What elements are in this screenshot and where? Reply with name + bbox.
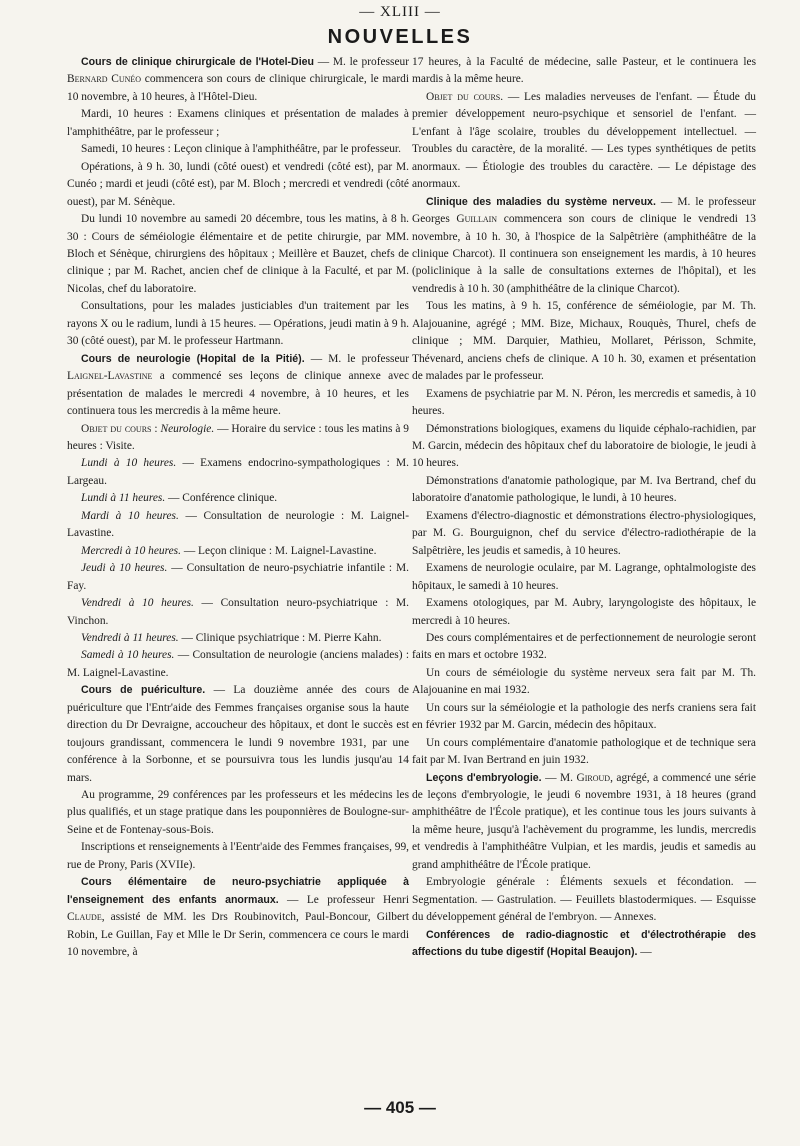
roman-page-number: — XLIII — <box>359 4 441 20</box>
person-name: Guillain <box>456 213 498 226</box>
paragraph: Objet du cours : Neurologie. — Horaire du service : tous les matins à 9 heures : Visite. <box>67 422 409 452</box>
person-name: Bernard Cunéo <box>67 73 142 86</box>
notice-heading: Cours de clinique chirurgicale de l'Hotel-Dieu <box>81 56 315 68</box>
schedule-item: Vendredi à 10 heures. — Consultation neuro-psychiatrique : M. Vinchon. <box>67 597 409 627</box>
paragraph: Examens de neurologie oculaire, par M. Lagrange, ophtalmologiste des hôpitaux, le samedi à 10 heures. <box>412 562 756 592</box>
paragraph: Cours élémentaire de neuro-psychiatrie appliquée à l'enseignement des enfants anormaux. — Le professeur Henri Claude, assisté de MM. les Drs Roubinovitch, Paul-Boncour, Gilbert Robin, Le Guillan, Fay et Mlle le Dr Serin, commencera ce cours le mardi 10 novembre, à <box>67 876 409 959</box>
paragraph: Leçons d'embryologie. — M. Giroud, agrégé, a commencé une série de leçons d'embryologie, le jeudi 6 novembre 1931, à 18 heures (grand amphithéâtre de l'École pratique), et les continue tous les jours suivants à la même heure, jusqu'à l'achèvement du programme, les lundis, mercredis et vendredis à l'amphithéâtre Vulpian, et les mardis, jeudis et samedis au grand amphithéâtre de l'École pratique. <box>412 771 756 871</box>
paragraph: Un cours complémentaire d'anatomie pathologique et de technique sera fait par M. Ivan Bertrand en juin 1932. <box>412 736 756 767</box>
notice-heading: Clinique des maladies du système nerveux. <box>426 195 656 208</box>
paragraph: Cours de puériculture. — La douzième année des cours de puériculture que l'Entr'aide des Femmes françaises organise sous la haute direction du Dr Devraigne, accoucheur des hôpitaux, et dont le succès est toujours grandissant, commencera le lundi 9 novembre 1931, par une conférence à la Sorbonne, et se poursuivra tous les lundis jusqu'au 14 mars. <box>67 684 409 784</box>
notice-heading: Leçons d'embryologie. <box>426 771 542 784</box>
person-name: Claude <box>67 911 102 924</box>
paragraph: Tous les matins, à 9 h. 15, conférence de séméiologie, par M. Th. Alajouanine, agrégé ; MM. Bize, Michaux, Rouquès, Thurel, chefs de clinique ; MM. Darquier, Mathieu, Mollaret, Périsson, Schmite, Thévenard, anciens chefs de clinique. A 10 h. 30, examen et présentation de malades par le professeur. <box>412 300 756 383</box>
person-name: Giroud <box>576 771 611 784</box>
schedule-item: Vendredi à 11 heures. — Clinique psychiatrique : M. Pierre Kahn. <box>81 631 382 644</box>
paragraph: Samedi, 10 heures : Leçon clinique à l'amphithéâtre, par le professeur. <box>81 143 401 156</box>
schedule-item: Mardi à 10 heures. — Consultation de neurologie : M. Laignel-Lavastine. <box>67 509 409 540</box>
paragraph: Examens de psychiatrie par M. N. Péron, les mercredis et samedis, à 10 heures. <box>412 387 756 418</box>
paragraph: Conférences de radio-diagnostic et d'électrothérapie des affections du tube digestif (Hopital Beaujon). — <box>412 928 756 959</box>
notice-heading: Cours élémentaire de neuro-psychiatrie appliquée à l'enseignement des enfants anormaux. <box>67 876 409 906</box>
left-column <box>67 54 409 962</box>
paragraph: Consultations, pour les malades justiciables d'un traitement par les rayons X ou le radium, lundi à 15 heures. — Opérations, jeudi matin à 9 h. 30 (côté ouest), par M. le professeur Hartmann. <box>67 300 409 348</box>
paragraph: Démonstrations d'anatomie pathologique, par M. Iva Bertrand, chef du laboratoire d'anatomie pathologique, le lundi, à 10 heures. <box>412 474 756 505</box>
schedule-item: Lundi à 11 heures. — Conférence clinique. <box>81 492 278 505</box>
paragraph: Démonstrations biologiques, examens du liquide céphalo-rachidien, par M. Garcin, médecin des hôpitaux chef du laboratoire de biologie, le jeudi à 10 heures. <box>412 422 756 470</box>
paragraph: Des cours complémentaires et de perfectionnement de neurologie seront faits en mars et octobre 1932. <box>412 631 756 662</box>
paragraph: Cours de neurologie (Hopital de la Pitié). — M. le professeur Laignel-Lavastine a commencé ses leçons de clinique annexe avec présentation de malades le mercredi 4 novembre, à 10 heures, et les continuera tous les mercredis à la même heure. <box>67 352 410 418</box>
paragraph: Cours de clinique chirurgicale de l'Hotel-Dieu — M. le professeur Bernard Cunéo commencera son cours de clinique chirurgicale, le mardi 10 novembre, à 10 heures, à l'Hôtel-Dieu. <box>67 56 409 103</box>
notice-heading: Cours de neurologie (Hopital de la Pitié). <box>81 352 305 365</box>
page-number: — 405 — <box>364 1098 436 1117</box>
paragraph: Examens otologiques, par M. Aubry, laryngologiste des hôpitaux, le mercredi à 10 heures. <box>412 597 756 627</box>
section-title: NOUVELLES <box>327 26 473 48</box>
paragraph: Examens d'électro-diagnostic et démonstrations électro-physiologiques, par M. G. Bourguignon, chef du service d'électro-radiothérapie de la Salpêtrière, les jeudis et samedis, à 10 heures. <box>412 509 756 557</box>
paragraph: Du lundi 10 novembre au samedi 20 décembre, tous les matins, à 8 h. 30 : Cours de séméiologie élémentaire et de petite chirurgie, par MM. Bloch et Sénèque, chirurgiens des hôpitaux ; Meillère et Bauzet, chefs de clinique ; par M. Rachet, ancien chef de clinique à la Faculté, et par M. Nicolas, chef du laboratoire. <box>67 213 409 295</box>
paragraph: Opérations, à 9 h. 30, lundi (côté ouest) et vendredi (côté est), par M. Cunéo ; mardi et jeudi (côté est), par M. Bloch ; mercredi et vendredi (côté ouest), par M. Sénèque. <box>67 160 409 208</box>
paragraph: Un cours de séméiologie du système nerveux sera fait par M. Th. Alajouanine en mai 1932. <box>412 666 756 697</box>
schedule-item: Samedi à 10 heures. — Consultation de neurologie (anciens malades) : M. Laignel-Lavastine. <box>67 649 409 679</box>
notice-heading: Cours de puériculture. <box>81 684 206 697</box>
paragraph: Au programme, 29 conférences par les professeurs et les médecins les plus qualifiés, et un stage pratique dans les pouponnières de Boulogne-sur-Seine et de Fontenay-sous-Bois. <box>67 789 409 836</box>
notice-heading: Conférences de radio-diagnostic et d'électrothérapie des affections du tube digestif (Hopital Beaujon). <box>412 928 756 959</box>
right-column <box>412 54 756 962</box>
paragraph: 17 heures, à la Faculté de médecine, salle Pasteur, et le continuera les mardis à la même heure. <box>412 56 756 86</box>
person-name: Laignel-Lavastine <box>67 370 153 383</box>
paragraph: Inscriptions et renseignements à l'Eentr'aide des Femmes françaises, 99, rue de Prony, Paris (XVIIe). <box>67 841 410 871</box>
paragraph: Objet du cours. — Les maladies nerveuses de l'enfant. — Étude du premier développement neuro-psychique et sensoriel de l'enfant. — L'enfant à l'âge scolaire, troubles du développement intellectuel. — Troubles du caractère, de la moralité. — Les types synthétiques de petits anormaux. — Étiologie des troubles du caractère. — Le dépistage des anormaux. <box>412 90 756 191</box>
paragraph: Un cours sur la séméiologie et la pathologie des nerfs craniens sera fait en février 1932 par M. Garcin, médecin des hôpitaux. <box>412 701 756 732</box>
paragraph: Clinique des maladies du système nerveux. — M. le professeur Georges Guillain commencera son cours de clinique le vendredi 13 novembre, à 10 h. 30, à l'hospice de la Salpêtrière (amphithéâtre de la clinique Charcot). Il continuera son enseignement les mardis, à 10 heures (policlinique à la salle de consultations externes de l'hôpital), et les vendredis à 10 h. 30 (amphithéâtre de la clinique Charcot). <box>412 195 756 295</box>
schedule-item: Lundi à 10 heures. — Examens endocrino-sympathologiques : M. Largeau. <box>67 457 409 487</box>
paragraph: Embryologie générale : Éléments sexuels et fécondation. — Segmentation. — Gastrulation. — Feuillets blastodermiques. — Esquisse du développement général de l'embryon. — Annexes. <box>412 876 756 924</box>
schedule-item: Jeudi à 10 heures. — Consultation de neuro-psychiatrie infantile : M. Fay. <box>67 562 410 592</box>
schedule-item: Mercredi à 10 heures. — Leçon clinique : M. Laignel-Lavastine. <box>81 544 377 557</box>
paragraph: Mardi, 10 heures : Examens cliniques et présentation de malades à l'amphithéâtre, par le professeur ; <box>67 108 409 138</box>
